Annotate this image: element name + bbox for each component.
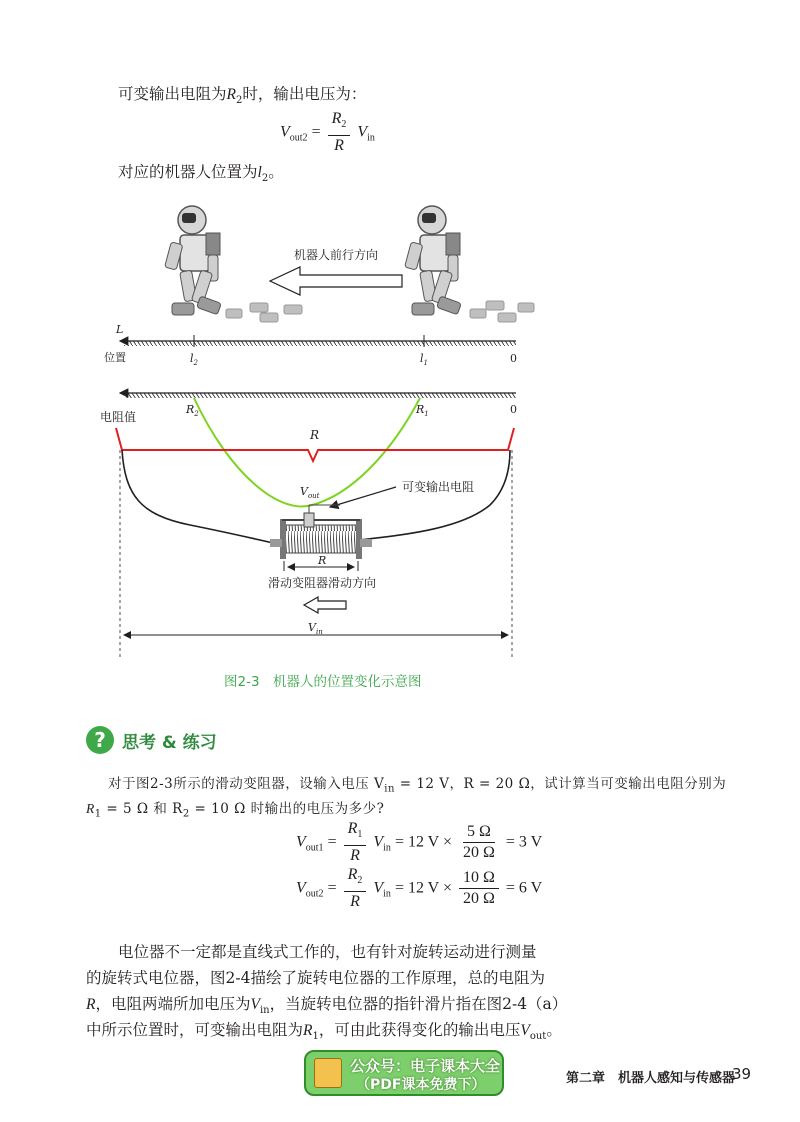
equation-vout1: $V_{out1}$ = $\frac{R_1}{R}$ $V_{in} = 12$ V × $\frac{5 \Omega}{20 \Omega}$ = 3 V xyxy=(296,820,543,865)
r-label: R xyxy=(310,428,320,442)
body-line-2: 的旋转式电位器，图2-4描绘了旋转电位器的工作原理，总的电阻为 xyxy=(86,969,545,987)
var-r: R xyxy=(350,847,360,865)
intro-text: 对应的机器人位置为 xyxy=(118,163,258,181)
body-line-3 xyxy=(86,994,567,1021)
direction-label: 机器人前行方向 xyxy=(293,248,379,262)
fraction xyxy=(328,110,351,155)
r2-label: $R_2$ xyxy=(186,403,199,418)
equals: = xyxy=(311,123,321,141)
sub: 2 xyxy=(261,173,269,185)
frac-num: 10 Ω xyxy=(459,869,499,889)
body-line-4 xyxy=(86,1020,562,1047)
q-text: 对于图2-3所示的滑动变阻器，设输入电压 V xyxy=(108,776,385,792)
vin-label: $V_{in}$ xyxy=(308,621,323,636)
vout-label: $V_{out}$ xyxy=(300,485,320,500)
var-r: R xyxy=(334,137,344,155)
question-line-2 xyxy=(86,797,384,820)
var-r: R xyxy=(331,110,342,127)
pointer-arrow xyxy=(330,487,396,507)
chapter-title: 第二章 机器人感知与传感器 xyxy=(566,1071,736,1086)
intro-text: 。 xyxy=(268,163,284,181)
var-r: R xyxy=(347,820,358,837)
red-r-line xyxy=(116,428,514,461)
footprints-left xyxy=(226,303,302,322)
var-v: V xyxy=(296,879,306,897)
robot-position-figure xyxy=(0,195,800,665)
figure-caption: 图2-3 机器人的位置变化示意图 xyxy=(224,674,422,690)
q-text: = 10 Ω 时输出的电压为多少? xyxy=(189,801,385,817)
sub: out xyxy=(529,1031,547,1043)
frac-den: 20 Ω xyxy=(462,844,495,862)
sub: out2 xyxy=(289,132,308,144)
sub: 2 xyxy=(235,95,243,107)
q-text: = 12 V，R = 20 Ω，试计算当可变输出电阻分别为 xyxy=(394,776,727,792)
sub: in xyxy=(367,132,375,144)
intro-text: 时，输出电压为： xyxy=(242,85,367,103)
body-text: 。 xyxy=(546,1021,562,1039)
frac-num: 5 Ω xyxy=(463,823,495,843)
think-header xyxy=(86,726,217,754)
think-title: 思考 & 练习 xyxy=(122,732,217,753)
sub: out2 xyxy=(305,888,324,900)
position-label: 位置 xyxy=(104,351,126,364)
slide-arrow xyxy=(304,597,346,613)
watermark-banner xyxy=(304,1050,504,1096)
sub: 2 xyxy=(182,808,190,820)
zero-mid-label: 0 xyxy=(510,403,517,416)
sub: out1 xyxy=(305,842,324,854)
sub: 2 xyxy=(357,875,363,887)
var-l: l xyxy=(257,164,262,181)
equation-vout2: $V_{out2}$ = $\frac{R_2}{R}$ $V_{in} = 12$ V × $\frac{10 \Omega}{20 \Omega}$ = 6 V xyxy=(296,866,543,911)
var-v: V xyxy=(357,123,368,141)
var-r: R xyxy=(86,801,95,816)
var-r: R xyxy=(350,893,360,911)
body-text: ，电阻两端所加电压为 xyxy=(95,995,251,1013)
sub: in xyxy=(383,888,391,900)
eq-text: = 12 V × xyxy=(394,833,452,851)
resistance-axis xyxy=(100,393,517,424)
eq-result: = 3 V xyxy=(505,833,543,851)
var-r: R xyxy=(303,1022,313,1039)
direction-arrow xyxy=(270,247,402,295)
body-text: ，当旋转电位器的指针滑片指在图2-4（a） xyxy=(269,995,568,1013)
var-r: R xyxy=(347,866,358,883)
question-icon: ? xyxy=(86,726,114,754)
axis-l-label: L xyxy=(116,323,124,336)
book-icon xyxy=(314,1058,342,1088)
rheostat xyxy=(270,505,372,559)
var-v: V xyxy=(296,833,306,851)
sub: 2 xyxy=(341,119,347,131)
r-bottom-label: R xyxy=(318,554,327,567)
page-number: 39 xyxy=(732,1065,752,1083)
footprints-right xyxy=(470,301,534,322)
resistance-value-label: 电阻值 xyxy=(100,410,137,424)
sub: 1 xyxy=(312,1031,319,1043)
formula-vout2 xyxy=(280,110,375,155)
q-text: = 5 Ω 和 R xyxy=(101,801,183,817)
var-v: V xyxy=(373,833,384,851)
var-v: V xyxy=(250,996,260,1013)
var-v: V xyxy=(520,1022,530,1039)
sub: 1 xyxy=(94,808,102,820)
var-r: R xyxy=(226,86,236,103)
intro-text: 可变输出电阻为 xyxy=(118,85,227,103)
intro-line-2 xyxy=(118,162,284,189)
slide-direction-label: 滑动变阻器滑动方向 xyxy=(268,576,377,590)
r-dimension xyxy=(284,554,358,571)
var-v: V xyxy=(280,123,290,141)
sub: in xyxy=(383,842,391,854)
zero-top-label: 0 xyxy=(510,352,517,365)
position-axis xyxy=(104,323,517,367)
var-v: V xyxy=(373,879,384,897)
robot-left xyxy=(165,206,222,315)
r1-label: $R_1$ xyxy=(416,403,429,418)
body-line-1: 电位器不一定都是直线式工作的，也有针对旋转运动进行测量 xyxy=(118,943,537,961)
sub: in xyxy=(384,783,395,795)
eq-text: = 12 V × xyxy=(394,879,452,897)
watermark-line-2: （PDF课本免费下） xyxy=(356,1077,486,1093)
body-text: ，可由此获得变化的输出电压 xyxy=(318,1021,521,1039)
var-r: R xyxy=(86,996,96,1013)
sub: in xyxy=(259,1005,270,1017)
variable-resistance-label: 可变输出电阻 xyxy=(402,480,475,494)
robot-right xyxy=(405,206,462,315)
frac-den: 20 Ω xyxy=(462,890,495,908)
body-text: 中所示位置时，可变输出电阻为 xyxy=(86,1021,304,1039)
sub: 1 xyxy=(357,829,363,841)
question-line-1 xyxy=(108,772,726,795)
l2-label: $l_2$ xyxy=(190,352,198,367)
watermark-line-1: 公众号：电子课本大全 xyxy=(350,1057,501,1075)
eq-result: = 6 V xyxy=(505,879,543,897)
l1-label: $l_1$ xyxy=(420,352,428,367)
intro-line-1 xyxy=(118,84,366,111)
